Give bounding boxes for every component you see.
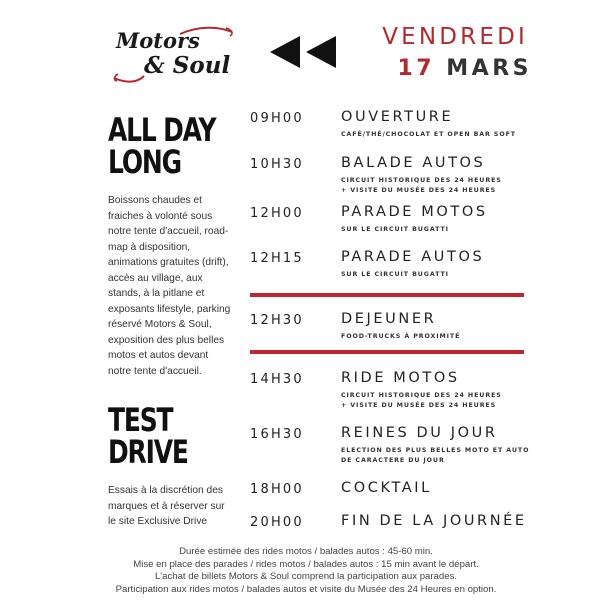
schedule-time: 12H30	[250, 313, 304, 328]
schedule-subtitle-line-1: SUR LE CIRCUIT BUGATTI	[341, 271, 449, 278]
footer-line: Durée estimée des rides motos / balades autos : 45-60 min.	[179, 546, 433, 557]
schedule-subtitle	[341, 176, 502, 195]
logo-line-2: & Soul	[144, 52, 231, 79]
schedule-subtitle	[341, 332, 460, 342]
schedule-subtitle-line-1: CIRCUIT HISTORIQUE DES 24 HEURES	[341, 392, 502, 399]
all-day-description: Boissons chaudes et fraiches à volonté sous notre tente d'accueil, road-map à disposition, animations gratuites (drift), accès au village, aux stands, à la pitlane et exposants lifestyle, parking réservé Motors & Soul, exposition des plus belles motos et autos devant notre tente d'accueil.	[108, 195, 231, 377]
schedule-subtitle	[341, 446, 529, 465]
footer-line: Participation aux rides motos / balades autos et visite du Musée des 24 Heures en option.	[115, 583, 497, 595]
footer-line: L'achat de billets Motors & Soul comprend la participation aux parades.	[154, 571, 458, 582]
schedule-subtitle	[341, 130, 516, 140]
all-day-title-line-2: LONG	[108, 143, 181, 181]
schedule-title: PARADE AUTOS	[341, 249, 485, 265]
schedule-title: DEJEUNER	[341, 311, 437, 327]
schedule-title: COCKTAIL	[341, 480, 432, 496]
schedule-subtitle-line-2: + VISITE DU MUSÉE DES 24 HEURES	[341, 186, 497, 194]
schedule-title: REINES DU JOUR	[341, 425, 498, 441]
test-drive-title-line-2: DRIVE	[108, 433, 188, 471]
motors-and-soul-logo	[108, 24, 238, 86]
schedule-title: RIDE MOTOS	[341, 370, 460, 386]
schedule-time: 14H30	[250, 372, 304, 387]
schedule-time: 12H00	[250, 206, 304, 221]
schedule-title: PARADE MOTOS	[341, 204, 488, 220]
section-divider	[250, 293, 524, 297]
schedule-time: 12H15	[250, 251, 304, 266]
schedule-time: 16H30	[250, 427, 304, 442]
header-date-number: 17	[397, 56, 436, 81]
schedule-time: 10H30	[250, 157, 304, 172]
test-drive-heading	[108, 401, 188, 471]
schedule-subtitle-line-1: CAFÉ/THÉ/CHOCOLAT ET OPEN BAR SOFT	[341, 131, 516, 138]
header-day: VENDREDI	[382, 24, 528, 50]
test-drive-title-line-1: TEST	[108, 401, 173, 439]
schedule-subtitle-line-2: DE CARACTERE DU JOUR	[341, 456, 445, 464]
all-day-title-line-1: ALL DAY	[108, 111, 216, 149]
footer-line: Mise en place des parades / rides motos / balades autos : 15 min avant le départ.	[133, 558, 479, 570]
all-day-long-heading	[108, 111, 216, 181]
schedule-title: BALADE AUTOS	[341, 155, 486, 171]
schedule-time: 18H00	[250, 482, 304, 497]
schedule-subtitle	[341, 225, 449, 235]
schedule-subtitle-line-1: CIRCUIT HISTORIQUE DES 24 HEURES	[341, 177, 502, 184]
header-date-month: MARS	[446, 56, 532, 81]
schedule-subtitle-line-1: FOOD-TRUCKS À PROXIMITÉ	[341, 333, 461, 340]
schedule-subtitle-line-1: ELECTION DES PLUS BELLES MOTO ET AUTO	[341, 447, 530, 454]
footer-notes	[100, 546, 512, 596]
schedule-time: 09H00	[250, 111, 304, 126]
header-date	[397, 56, 532, 81]
schedule-title: OUVERTURE	[341, 109, 454, 125]
schedule-subtitle	[341, 391, 502, 410]
test-drive-description: Essais à la discrétion des marques et à réserver sur le site Exclusive Drive	[108, 485, 225, 527]
logo-line-1: Motors	[116, 28, 200, 53]
schedule-title: FIN DE LA JOURNÉE	[341, 513, 527, 529]
schedule-subtitle-line-1: SUR LE CIRCUIT BUGATTI	[341, 226, 449, 233]
schedule-time: 20H00	[250, 515, 304, 530]
section-divider	[250, 350, 524, 354]
schedule-subtitle-line-2: + VISITE DU MUSÉE DES 24 HEURES	[341, 401, 497, 409]
schedule-subtitle	[341, 270, 449, 280]
rewind-arrows-icon	[270, 36, 338, 68]
